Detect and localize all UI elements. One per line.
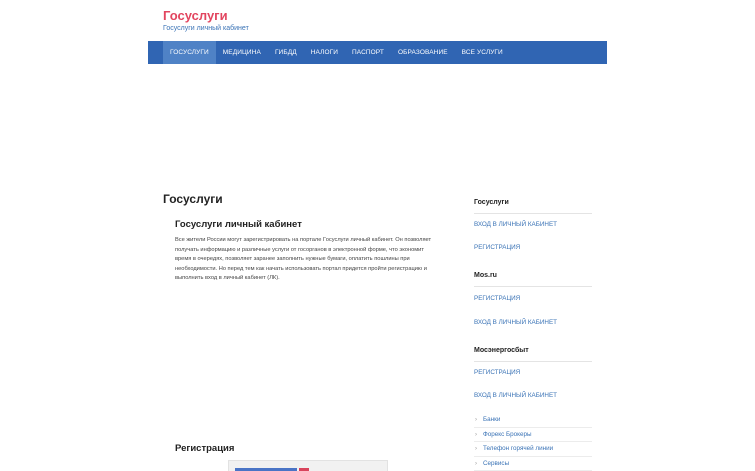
nav-item-passport[interactable]: ПАСПОРТ bbox=[352, 49, 385, 56]
category-label: Телефон горячей линии bbox=[483, 445, 554, 452]
chevron-right-icon: › bbox=[475, 431, 477, 438]
site-header bbox=[163, 8, 249, 32]
category-item-hotline[interactable] bbox=[474, 442, 592, 457]
nav-item-gosuslugi[interactable]: ГОСУСЛУГИ bbox=[163, 41, 216, 64]
widget-title-mosenergosbyt: Мосэнергосбыт bbox=[474, 347, 529, 354]
link-mosru-registration[interactable]: РЕГИСТРАЦИЯ bbox=[474, 295, 521, 302]
category-label: Сервисы bbox=[483, 459, 510, 467]
section-title-registration: Регистрация bbox=[175, 443, 235, 454]
link-mosru-login[interactable]: ВХОД В ЛИЧНЫЙ КАБИНЕТ bbox=[474, 319, 558, 326]
nav-item-gibdd[interactable]: ГИБДД bbox=[274, 49, 297, 56]
category-label: Банки bbox=[483, 416, 501, 423]
category-label: Форекс Брокеры bbox=[483, 430, 532, 438]
link-gosuslugi-registration[interactable]: РЕГИСТРАЦИЯ bbox=[474, 244, 521, 251]
widget-divider bbox=[474, 286, 592, 287]
link-gosuslugi-login[interactable]: ВХОД В ЛИЧНЫЙ КАБИНЕТ bbox=[474, 221, 558, 228]
link-mosenergosbyt-login[interactable]: ВХОД В ЛИЧНЫЙ КАБИНЕТ bbox=[474, 392, 558, 399]
nav-item-all-services[interactable]: ВСЕ УСЛУГИ bbox=[461, 49, 503, 56]
category-item-forex[interactable] bbox=[474, 428, 592, 443]
chevron-right-icon: › bbox=[475, 460, 477, 467]
category-list bbox=[474, 413, 592, 471]
main-navigation bbox=[148, 41, 607, 64]
site-description: Госуслуги личный кабинет bbox=[163, 25, 249, 32]
article-text: Все жители России могут зарегистрировать на портале Госуслуги личный кабинет. Он позволяет получать информацию и различные услуги от госорганов в электронной форме, что экономит время в очередях, позволяет заранее заполнить нужные бумаги, оплатить пошлины при необходимости. Но перед тем как начать использовать портал придется пройти регистрацию и выполнить вход в личный кабинет (ЛК). bbox=[175, 237, 432, 282]
nav-item-taxes[interactable]: НАЛОГИ bbox=[310, 49, 338, 56]
category-item-banks[interactable] bbox=[474, 413, 592, 428]
widget-divider bbox=[474, 213, 592, 214]
article-image bbox=[228, 460, 388, 471]
widget-title-gosuslugi: Госуслуги bbox=[474, 199, 509, 206]
link-mosenergosbyt-registration[interactable]: РЕГИСТРАЦИЯ bbox=[474, 369, 521, 376]
page-title: Госуслуги bbox=[163, 192, 223, 206]
chevron-right-icon: › bbox=[475, 417, 477, 423]
nav-item-medicine[interactable]: МЕДИЦИНА bbox=[222, 49, 261, 56]
chevron-right-icon: › bbox=[475, 446, 477, 452]
article-title[interactable]: Госуслуги личный кабинет bbox=[175, 219, 302, 230]
site-title[interactable]: Госуслуги bbox=[163, 8, 228, 23]
widget-title-mosru: Mos.ru bbox=[474, 272, 497, 279]
category-item-services[interactable] bbox=[474, 457, 592, 471]
nav-item-education[interactable]: ОБРАЗОВАНИЕ bbox=[398, 49, 448, 56]
widget-divider bbox=[474, 361, 592, 362]
